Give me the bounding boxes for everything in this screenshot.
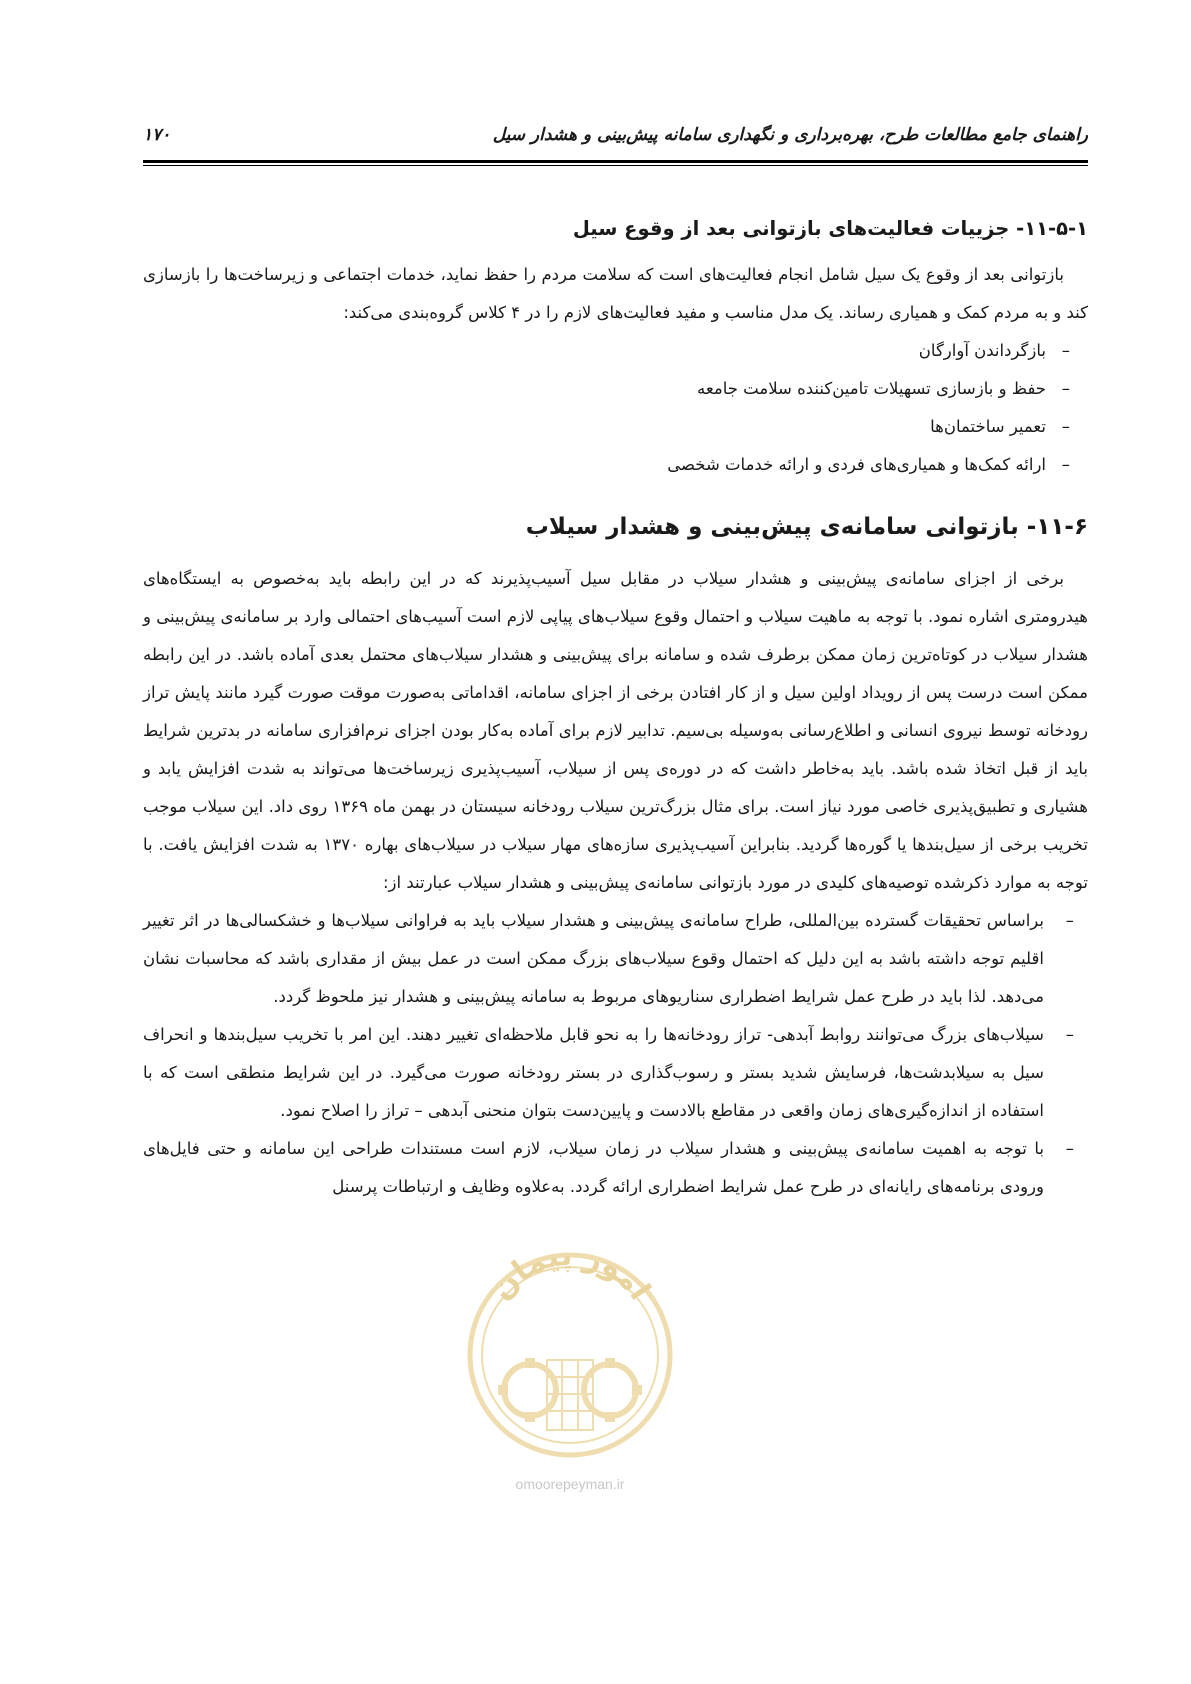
- page-content: [143, 212, 1088, 1206]
- list-item: – تعمیر ساختمان‌ها: [143, 408, 1088, 446]
- header-rule-thin: [143, 165, 1088, 166]
- list-item: – حفظ و بازسازی تسهیلات تامین‌کننده سلامت جامعه: [143, 370, 1088, 408]
- header-rule: [143, 160, 1088, 163]
- list-item: – براساس تحقیقات گسترده بین‌المللی، طراح سامانه‌ی پیش‌بینی و هشدار سیلاب باید به فراوانی سیلاب‌ها و خشکسالی‌ها در اثر تغییر اقلیم توجه داشته باشد به این دلیل که احتمال وقوع سیلاب‌های بزرگ ممکن است در عمل بیش از مقداری باشد که محاسبات نشان می‌دهد. لذا باید در طرح عمل شرایط اضطراری سناریوهای مربوط به سامانه پیش‌بینی و هشدار نیز ملحوظ گردد.: [143, 902, 1088, 1016]
- section-heading: ۱۱-۵-۱- جزییات فعالیت‌های بازتوانی بعد از وقوع سیل: [572, 217, 1088, 240]
- body-paragraph: برخی از اجزای سامانه‌ی پیش‌بینی و هشدار سیلاب در مقابل سیل آسیب‌پذیرند که در این رابطه باید به‌خصوص به ایستگاه‌های هیدرومتری اشاره نمود. با توجه به ماهیت سیلاب و احتمال وقوع سیلاب‌های پیاپی لازم است آسیب‌های احتمالی وارد بر سامانه‌ی پیش‌بینی و هشدار سیلاب در کوتاه‌ترین زمان ممکن برطرف شده و سامانه برای پیش‌بینی و هشدار سیلاب‌های محتمل بعدی آماده باشد. در این رابطه ممکن است درست پس از رویداد اولین سیل و از کار افتادن برخی از اجزای سامانه، اقداماتی به‌صورت موقت صورت گیرد مانند پایش تراز رودخانه توسط نیروی انسانی و اطلاع‌رسانی به‌وسیله بی‌سیم. تدابیر لازم برای آماده به‌کار بودن اجزای نرم‌افزاری سامانه در بدترین شرایط باید از قبل اتخاذ شده باشد. باید به‌خاطر داشت که در دوره‌ی پس از سیلاب، آسیب‌پذیری زیرساخت‌ها می‌تواند به شدت افزایش یابد و هشیاری و تطبیق‌پذیری خاصی مورد نیاز است. برای مثال بزرگ‌ترین سیلاب رودخانه سیستان در بهمن ماه ۱۳۶۹ روی داد. این سیلاب موجب تخریب برخی از سیل‌بندها یا گوره‌ها گردید. بنابراین آسیب‌پذیری سازه‌های مهار سیلاب در سیلاب‌های بهاره ۱۳۷۰ به شدت افزایش یافت. با توجه به موارد ذکرشده توصیه‌های کلیدی در مورد بازتوانی سامانه‌ی پیش‌بینی و هشدار سیلاب عبارتند از:: [143, 569, 1088, 892]
- bullet-list: [143, 902, 1088, 1206]
- publisher-watermark: [455, 1240, 685, 1510]
- publisher-logo-icon: [455, 1240, 685, 1470]
- list-item: – سیلاب‌های بزرگ می‌توانند روابط آبدهی- تراز رودخانه‌ها را به نحو قابل ملاحظه‌ای تغییر دهند. این امر با تخریب سیل‌بندها و انحراف سیل به سیلابدشت‌ها، فرسایش شدید بستر و رسوب‌گذاری در بستر رودخانه صورت می‌گیرد. در این شرایط منطقی است که با استفاده از اندازه‌گیری‌های زمان واقعی در مقاطع بالادست و پایین‌دست بتوان منحنی آبدهی – تراز را اصلاح نمود.: [143, 1016, 1088, 1130]
- body-paragraph: بازتوانی بعد از وقوع یک سیل شامل انجام فعالیت‌های است که سلامت مردم را حفظ نماید، خدمات اجتماعی و زیرساخت‌ها را بازسازی کند و به مردم کمک و همیاری رساند. یک مدل مناسب و مفید فعالیت‌های لازم را در ۴ کلاس گروه‌بندی می‌کند:: [143, 265, 1088, 322]
- list-item: – با توجه به اهمیت سامانه‌ی پیش‌بینی و هشدار سیلاب در زمان سیلاب، لازم است مستندات طراحی این سامانه و حتی فایل‌های ورودی برنامه‌های رایانه‌ای در طرح عمل شرایط اضطراری ارائه گردد. به‌علاوه وظایف و ارتباطات پرسنل: [143, 1130, 1088, 1206]
- svg-text:امور پیمان: [484, 1240, 657, 1307]
- running-header: [143, 125, 1088, 145]
- watermark-url: omoorepeyman.ir: [515, 1476, 625, 1492]
- bullet-list: [143, 332, 1088, 484]
- header-title: راهنمای جامع مطالعات طرح، بهره‌برداری و نگهداری سامانه پیش‌بینی و هشدار سیل: [492, 125, 1088, 145]
- page-number: ۱۷۰: [143, 125, 171, 145]
- list-item: – ارائه کمک‌ها و همیاری‌های فردی و ارائه خدمات شخصی: [143, 446, 1088, 484]
- section-heading: ۱۱-۶- بازتوانی سامانه‌ی پیش‌بینی و هشدار سیلاب: [525, 514, 1088, 540]
- watermark-logo-text: امور پیمان: [483, 1240, 658, 1307]
- list-item: – بازگرداندن آوارگان: [143, 332, 1088, 370]
